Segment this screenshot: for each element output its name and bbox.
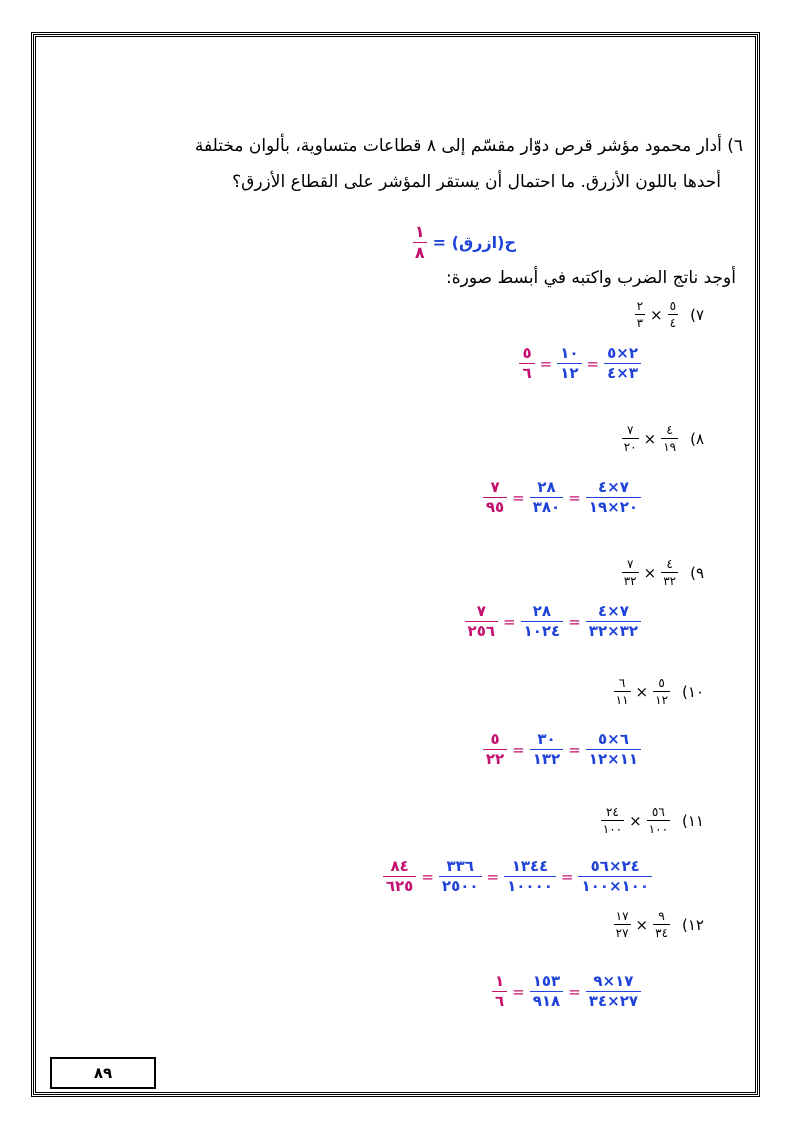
fraction-a [635,300,645,329]
fraction-b [653,910,670,939]
result-fraction [483,732,507,767]
denominator: ١١×١٢ [586,749,641,767]
equals-sign: = [560,867,574,886]
equals-sign: = [486,867,500,886]
answer-label: ح(ازرق) = [432,233,516,252]
product-fraction [530,480,563,515]
denominator: ١٠٠ [648,822,669,836]
expression-fraction [578,859,652,894]
equals-sign: = [421,867,434,886]
equals-sign: = [512,982,525,1001]
product-fraction [521,604,564,639]
exercise-number: ١٠) [682,682,704,701]
result-fraction [465,604,498,639]
numerator: ٧×٤ [597,602,629,620]
question-6-answer [413,224,516,261]
exercise-9-problem [622,558,704,587]
fraction-a [622,424,639,453]
numerator: ٧ [626,557,634,571]
numerator: ٣٣٦ [446,857,474,875]
exercise-number: ٧) [690,305,704,324]
answer-numerator: ١ [414,222,425,241]
equals-sign: = [568,740,581,759]
equals-sign: = [512,740,525,759]
fraction-b [661,558,678,587]
numerator: ٤ [666,557,673,571]
result-fraction [383,859,416,894]
exercise-number: ١٢) [682,915,704,934]
numerator: ٥٦ [651,805,665,819]
fraction-b [653,677,670,706]
times-sign: × [643,563,657,582]
numerator: ٦×٥ [597,730,629,748]
denominator: ١٠٠ [602,822,623,836]
equals-sign: = [539,354,553,373]
numerator: ١٣٤٤ [511,857,549,875]
expression-fraction [586,974,641,1009]
denominator: ٢٢ [483,749,507,767]
numerator: ٥ [490,730,500,748]
denominator: ١٢ [557,363,581,381]
question-6-line-1: ٦) أدار محمود مؤشر قرص دوّار مقسّم إلى ٨ قطاعات متساوية، بألوان مختلفة [194,136,743,156]
denominator: ٤ [669,316,677,330]
numerator: ٥ [669,299,677,313]
equals-sign: = [568,488,581,507]
page-number: ٨٩ [93,1064,113,1082]
denominator: ١١ [615,693,629,707]
exercise-11-solution [383,859,652,894]
numerator: ٢٤ [605,805,619,819]
denominator: ٦ [519,363,534,381]
denominator: ١٠٠٠٠ [504,876,556,894]
denominator: ٣×٤ [604,363,641,381]
numerator: ٩ [658,909,665,923]
fraction-a [601,806,624,835]
denominator: ١٠٢٤ [521,621,564,639]
times-sign: × [650,305,663,324]
times-sign: × [643,429,657,448]
denominator: ١٢ [655,693,669,707]
product-fraction [530,732,563,767]
times-sign: × [629,811,642,830]
equals-sign: = [568,982,581,1001]
exercise-number: ٩) [690,563,704,582]
exercise-9-solution [465,604,641,639]
denominator: ١٣٢ [530,749,563,767]
numerator: ٢٤×٥٦ [590,857,640,875]
fraction-b [661,424,678,453]
product-fraction [557,346,581,381]
exercise-12-problem [614,910,704,939]
exercise-number: ١١) [682,811,704,830]
exercise-7-problem [635,300,704,329]
numerator: ٥ [522,344,532,362]
exercise-number: ٨) [690,429,704,448]
expression-fraction [604,346,641,381]
denominator: ٦٢٥ [383,876,416,894]
denominator: ١٩ [663,440,677,454]
equals-sign: = [568,612,581,631]
result-fraction [492,974,507,1009]
equals-sign: = [503,612,516,631]
fraction-b [647,806,670,835]
denominator: ٢٧ [615,926,629,940]
fraction-a [614,910,631,939]
exercise-7-solution [519,346,641,381]
numerator: ١٧×٩ [593,972,634,990]
denominator: ٣٢ [623,574,637,588]
denominator: ٢٥٦ [465,621,498,639]
reduced-fraction [439,859,482,894]
product-fraction [504,859,556,894]
numerator: ٢ [636,299,644,313]
numerator: ٧ [626,423,634,437]
numerator: ٦ [618,676,626,690]
numerator: ١ [495,972,505,990]
denominator: ٩٥ [483,497,507,515]
instruction-text: أوجد ناتج الضرب واكتبه في أبسط صورة: [446,268,736,288]
numerator: ٤ [666,423,673,437]
numerator: ٣٠ [537,730,556,748]
fraction-a [622,558,639,587]
numerator: ٨٤ [390,857,409,875]
numerator: ٢٨ [537,478,556,496]
numerator: ٧×٤ [597,478,629,496]
expression-fraction [586,480,641,515]
page-number-box [50,1057,156,1089]
denominator: ٣٨٠ [530,497,563,515]
denominator: ٢٠×١٩ [586,497,641,515]
numerator: ١٠ [560,344,579,362]
numerator: ١٧ [615,909,629,923]
numerator: ٧ [490,478,500,496]
times-sign: × [635,915,649,934]
exercise-10-problem [614,677,704,706]
exercise-10-solution [483,732,641,767]
exercise-12-solution [492,974,641,1009]
numerator: ٥ [658,676,665,690]
product-fraction [530,974,563,1009]
denominator: ٢٠ [623,440,637,454]
equals-sign: = [586,354,600,373]
result-fraction [519,346,534,381]
numerator: ١٥٣ [532,972,561,990]
times-sign: × [635,682,649,701]
expression-fraction [586,732,641,767]
denominator: ٣ [636,316,644,330]
numerator: ٢×٥ [607,344,638,362]
answer-fraction [413,224,427,261]
numerator: ٧ [476,602,486,620]
denominator: ٣٤ [655,926,669,940]
denominator: ٢٧×٣٤ [586,991,641,1009]
fraction-b [668,300,678,329]
denominator: ٣٢×٣٢ [586,621,641,639]
exercise-11-problem [601,806,704,835]
numerator: ٢٨ [532,602,552,620]
exercise-8-problem [622,424,704,453]
equals-sign: = [512,488,525,507]
answer-denominator: ٨ [414,243,425,262]
exercise-8-solution [483,480,641,515]
fraction-a [614,677,631,706]
expression-fraction [586,604,641,639]
result-fraction [483,480,507,515]
denominator: ٦ [492,991,507,1009]
denominator: ٣٢ [663,574,677,588]
question-6-line-2: أحدها باللون الأزرق. ما احتمال أن يستقر المؤشر على القطاع الأزرق؟ [232,172,721,192]
denominator: ٢٥٠٠ [439,876,482,894]
denominator: ٩١٨ [530,991,563,1009]
denominator: ١٠٠×١٠٠ [578,876,652,894]
